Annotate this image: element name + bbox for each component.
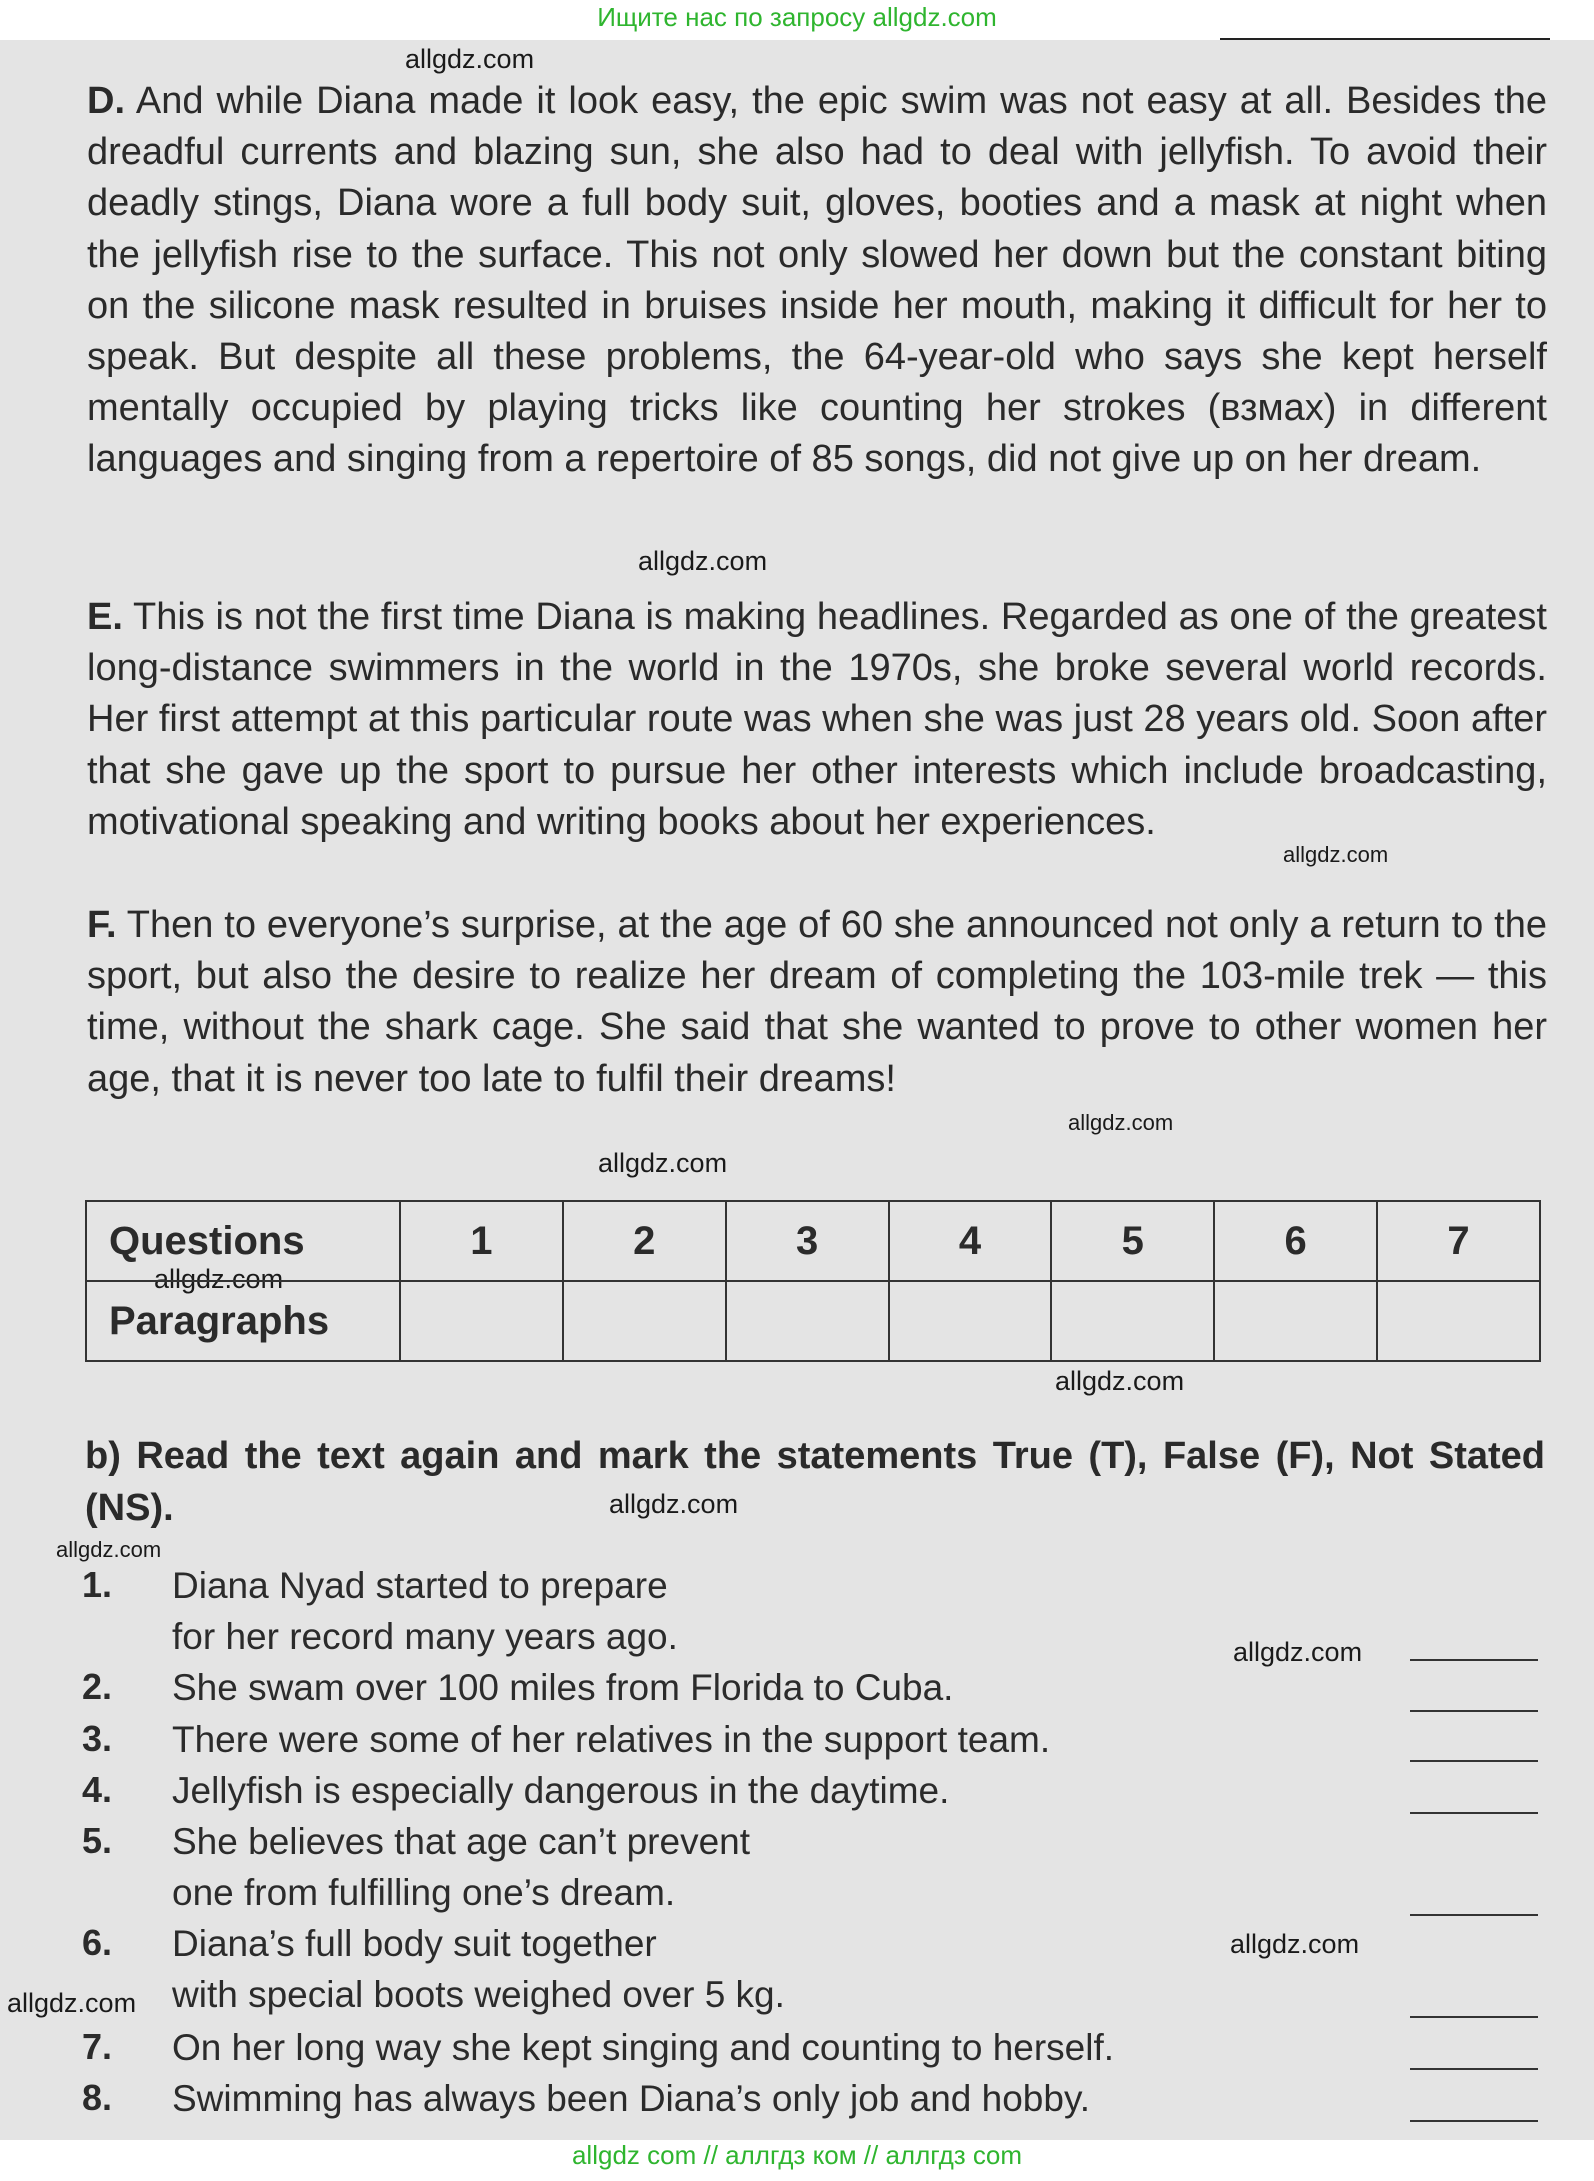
statement-number: 2. [82, 1666, 113, 1707]
answer-cell[interactable] [889, 1281, 1052, 1361]
top-rule [1220, 38, 1550, 40]
watermark: allgdz.com [598, 1148, 728, 1178]
watermark: allgdz.com [1068, 1110, 1174, 1135]
matching-table [85, 1200, 1541, 1362]
paragraph-d [87, 76, 1547, 486]
paragraph-text: Then to everyone’s surprise, at the age of 60 she announced not only a return to the sport, but also the desire to realize her dream of completing the 103-mile trek — this time, without the shark cage. She said that she wanted to prove to other women her age, that it is never too late to fulfil their dreams! [87, 904, 1547, 1100]
statement-line: for her record many years ago. [172, 1616, 678, 1657]
statement-number: 6. [82, 1922, 113, 1963]
answer-cell[interactable] [563, 1281, 726, 1361]
statement-7 [0, 2022, 1594, 2074]
paragraph-f [87, 900, 1547, 1105]
paragraph-letter: E. [87, 596, 123, 638]
watermark: allgdz.com [638, 546, 768, 576]
paragraphs-row [86, 1281, 1540, 1361]
paragraph-text: This is not the first time Diana is making headlines. Regarded as one of the greatest long-distance swimmers in the world in the 1970s, she broke several world records. Her first attempt at this particular route was when she was just 28 years old. Soon after that she gave up the sport to pursue her other interests which include broadcasting, motivational speaking and writing books about her experiences. [87, 596, 1547, 843]
statement-3 [0, 1714, 1594, 1766]
statement-number: 1. [82, 1564, 113, 1605]
question-number: 3 [726, 1201, 889, 1281]
statement-number: 3. [82, 1718, 113, 1759]
statement-text [172, 1560, 1372, 1662]
question-number: 1 [400, 1201, 563, 1281]
answer-blank[interactable] [1410, 1812, 1538, 1814]
watermark: allgdz.com [609, 1489, 739, 1519]
watermark: allgdz.com [7, 1988, 137, 2018]
question-number: 6 [1214, 1201, 1377, 1281]
answer-cell[interactable] [726, 1281, 889, 1361]
questions-label: Questions [86, 1201, 400, 1281]
watermark: allgdz.com [1055, 1366, 1185, 1396]
statement-number: 5. [82, 1820, 113, 1861]
answer-blank[interactable] [1410, 2120, 1538, 2122]
statement-number: 4. [82, 1769, 113, 1810]
statement-number: 8. [82, 2077, 113, 2118]
statement-text: Swimming has always been Diana’s only job and hobby. [172, 2078, 1090, 2119]
paragraph-text: And while Diana made it look easy, the epic swim was not easy at all. Besides the dreadful currents and blazing sun, she also had to deal with jellyfish. To avoid their deadly stings, Diana wore a full body suit, gloves, booties and a mask at night when the jellyfish rise to the surface. This not only slowed her down but the constant biting on the silicone mask resulted in bruises inside her mouth, making it difficult for her to speak. But despite all these problems, the 64-year-old who says she kept herself mentally occupied by playing tricks like counting her strokes (взмах) in different languages and singing from a repertoire of 85 songs, did not give up on her dream. [87, 80, 1548, 481]
question-number: 7 [1377, 1201, 1540, 1281]
question-number: 5 [1051, 1201, 1214, 1281]
answer-blank[interactable] [1410, 1710, 1538, 1712]
statement-line: Diana Nyad started to prepare [172, 1565, 668, 1606]
statement-4 [0, 1765, 1594, 1817]
answer-blank[interactable] [1410, 1760, 1538, 1762]
statement-text: On her long way she kept singing and counting to herself. [172, 2027, 1115, 2068]
statement-2 [0, 1662, 1594, 1714]
answer-cell[interactable] [1377, 1281, 1540, 1361]
answer-blank[interactable] [1410, 1914, 1538, 1916]
statement-text: She swam over 100 miles from Florida to Cuba. [172, 1667, 954, 1708]
question-number: 2 [563, 1201, 726, 1281]
statement-line: She believes that age can’t prevent [172, 1821, 750, 1862]
answer-blank[interactable] [1410, 1659, 1538, 1661]
answer-blank[interactable] [1410, 2068, 1538, 2070]
paragraphs-label: Paragraphs [86, 1281, 400, 1361]
watermark: allgdz.com [405, 44, 535, 74]
statement-5 [0, 1816, 1594, 1913]
answer-cell[interactable] [1051, 1281, 1214, 1361]
answer-cell[interactable] [1214, 1281, 1377, 1361]
paragraph-letter: D. [87, 80, 125, 122]
statement-text [172, 1816, 1372, 1918]
statement-8 [0, 2073, 1594, 2125]
watermark: allgdz.com [56, 1537, 162, 1562]
question-number: 4 [889, 1201, 1052, 1281]
statement-line: one from fulfilling one’s dream. [172, 1872, 676, 1913]
answer-cell[interactable] [400, 1281, 563, 1361]
watermark: allgdz.com [1233, 1637, 1363, 1667]
statement-number: 7. [82, 2026, 113, 2067]
watermark: allgdz.com [1230, 1929, 1360, 1959]
statement-text [172, 1918, 1372, 2020]
statement-line: with special boots weighed over 5 kg. [172, 1974, 785, 2015]
paragraph-letter: F. [87, 904, 117, 946]
watermark: allgdz.com [154, 1264, 284, 1294]
statement-line: Diana’s full body suit together [172, 1923, 657, 1964]
statement-text: Jellyfish is especially dangerous in the daytime. [172, 1770, 950, 1811]
paragraph-e [87, 592, 1547, 848]
task-b-heading: b) Read the text again and mark the statements True (T), False (F), Not Stated (NS). [85, 1435, 1545, 1529]
statement-text: There were some of her relatives in the support team. [172, 1719, 1051, 1760]
questions-row [86, 1201, 1540, 1281]
bottom-banner[interactable]: allgdz com // аллгдз ком // аллгдз com [571, 2140, 1023, 2170]
answer-blank[interactable] [1410, 2016, 1538, 2018]
watermark: allgdz.com [1283, 842, 1389, 867]
top-banner[interactable]: Ищите нас по запросу allgdz.com [597, 2, 997, 32]
